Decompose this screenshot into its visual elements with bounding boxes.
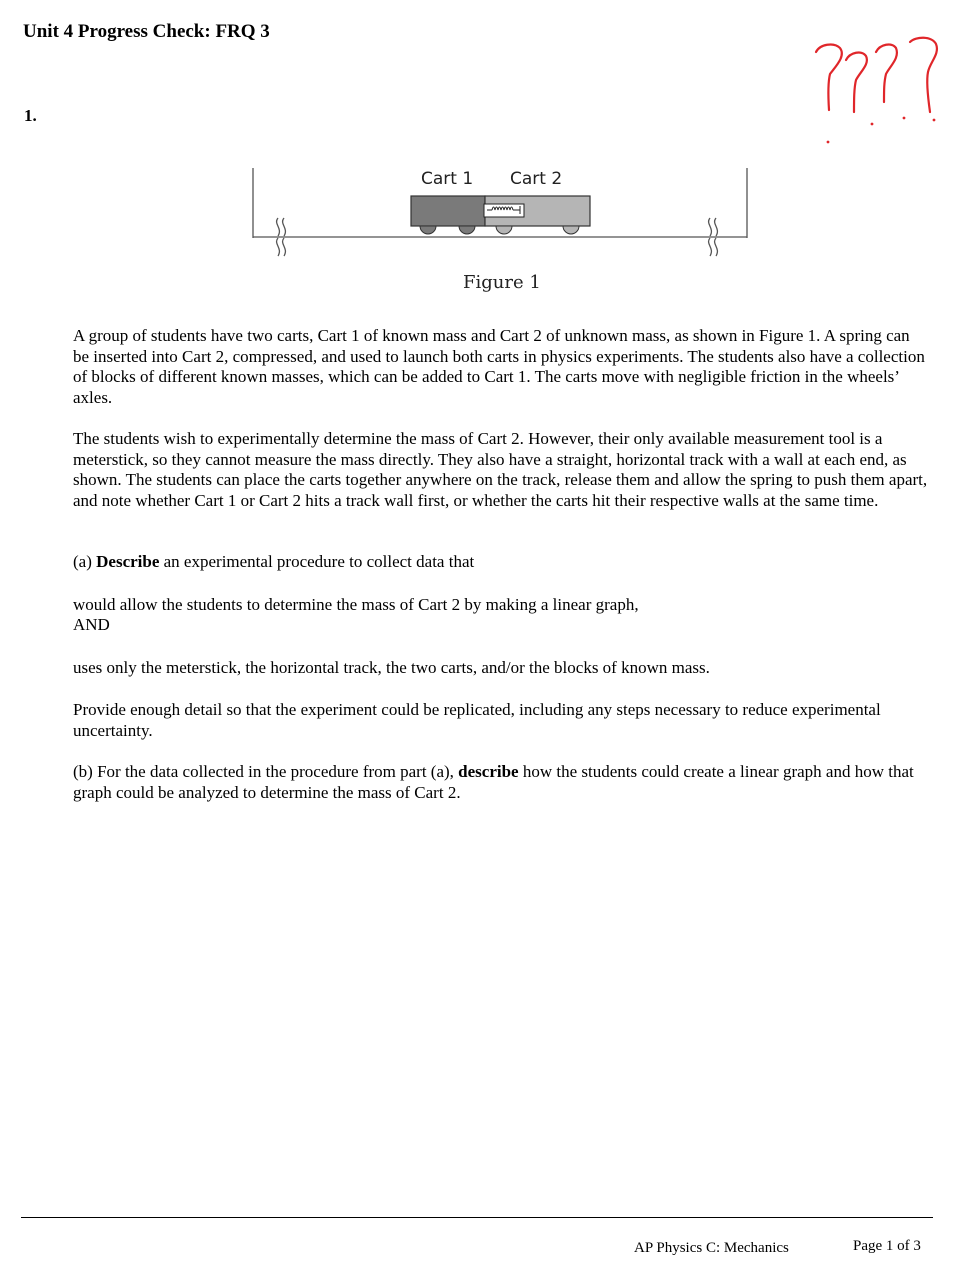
setup-paragraph: The students wish to experimentally determine the mass of Cart 2. However, their only available measurement tool is a meterstick, so they cannot measure the mass directly. They also have a straight, horizontal track with a wall at each end, as shown. The students can place the carts together anywhere on the track, release them and allow the spring to push them apart, and note whether Cart 1 or Cart 2 hits a track wall first, or whether the carts hit their respective walls at the same time. xyxy=(73,429,928,510)
part-b-verb: describe xyxy=(458,762,519,781)
part-b-label: (b) For the data collected in the procedure from part (a), xyxy=(73,762,454,781)
part-a-text: an experimental procedure to collect data that xyxy=(163,552,475,571)
footer-course: AP Physics C: Mechanics xyxy=(634,1240,789,1256)
part-a-line-3: uses only the meterstick, the horizontal track, the two carts, and/or the blocks of known mass. xyxy=(73,657,710,677)
part-b-text: how the students could create a linear graph and how that graph could be analyzed to determine the mass of Cart 2. xyxy=(73,762,914,802)
handwritten-question-marks xyxy=(800,30,960,150)
part-a-line-2: would allow the students to determine the mass of Cart 2 by making a linear graph, xyxy=(73,594,639,614)
wheel xyxy=(563,226,579,234)
wheel xyxy=(420,226,436,234)
footer-divider xyxy=(21,1217,933,1218)
page-title: Unit 4 Progress Check: FRQ 3 xyxy=(23,21,270,42)
wheel xyxy=(496,226,512,234)
cart-1 xyxy=(411,196,485,226)
figure-caption: Figure 1 xyxy=(463,272,541,293)
part-a-and: AND xyxy=(73,615,110,634)
part-b-prompt xyxy=(73,762,929,803)
footer-page-number: Page 1 of 3 xyxy=(853,1238,921,1254)
part-a-line-4: Provide enough detail so that the experiment could be replicated, including any steps necessary to reduce experimental uncertainty. xyxy=(73,700,881,740)
wheel xyxy=(459,226,475,234)
question-content xyxy=(73,326,929,803)
question-number: 1. xyxy=(24,106,37,125)
intro-paragraph: A group of students have two carts, Cart 1 of known mass and Cart 2 of unknown mass, as shown in Figure 1. A spring can be inserted into Cart 2, compressed, and used to launch both carts in physics experiments. The students also have a collection of blocks of different known masses, which can be added to Cart 1. The carts move with negligible friction in the wheels’ axles. xyxy=(73,326,925,407)
cart-1-label: Cart 1 xyxy=(421,169,474,189)
cart-2-label: Cart 2 xyxy=(510,169,563,189)
part-a-verb: Describe xyxy=(96,552,160,571)
spring xyxy=(484,204,524,217)
figure-carts-track xyxy=(240,160,760,300)
part-a-label: (a) xyxy=(73,552,92,571)
part-a-prompt xyxy=(73,552,929,573)
